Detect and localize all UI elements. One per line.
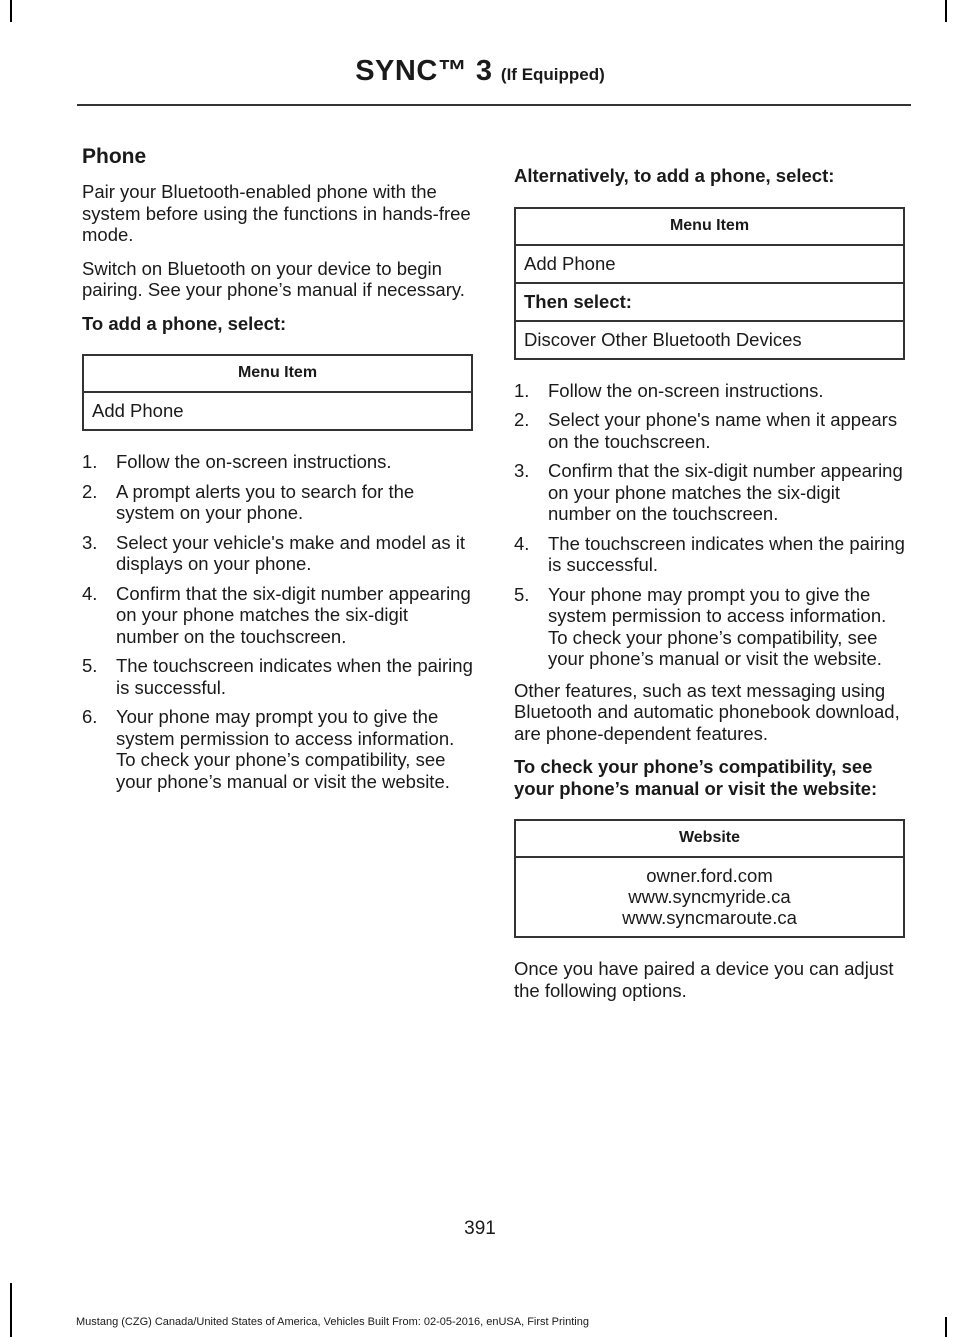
step-number: 2. <box>514 409 530 430</box>
step-number: 1. <box>514 379 530 401</box>
step-text: Follow the on-screen instructions. <box>116 451 392 472</box>
step-text: The touchscreen indicates when the pairing is successful. <box>548 532 905 575</box>
bluetooth-paragraph: Switch on Bluetooth on your device to begin pairing. See your phone’s manual if necessary. <box>82 257 465 300</box>
step-number: 4. <box>82 582 98 604</box>
list-item <box>514 533 906 576</box>
table-cell: Add Phone <box>515 245 904 283</box>
step-text: Your phone may prompt you to give the system permission to access information. To check your phone’s compatibility, see your phone’s manual or visit the website. <box>116 706 455 792</box>
crop-mark-bottom-left <box>10 1283 12 1337</box>
options-paragraph: Once you have paired a device you can adjust the following options. <box>514 958 894 1001</box>
list-item <box>82 481 474 524</box>
step-text: Select your phone's name when it appears on the touchscreen. <box>548 409 898 452</box>
list-item <box>82 583 474 648</box>
crop-mark-top-left <box>10 0 12 22</box>
list-item <box>82 532 474 575</box>
table-header: Website <box>515 820 904 857</box>
step-text: Confirm that the six-digit number appearing on your phone matches the six-digit number on the touchscreen. <box>116 582 471 647</box>
table-header: Menu Item <box>515 208 904 245</box>
website-link[interactable]: www.syncmaroute.ca <box>622 907 797 928</box>
footer-text: Mustang (CZG) Canada/United States of America, Vehicles Built From: 02-05-2016, enUSA, First Printing <box>76 1316 589 1328</box>
header-rule <box>77 104 911 106</box>
table-cell: Then select: <box>515 283 904 321</box>
website-link[interactable]: www.syncmyride.ca <box>628 886 791 907</box>
step-number: 1. <box>82 451 98 472</box>
table-cell <box>515 857 904 937</box>
table-cell: Add Phone <box>83 392 472 430</box>
step-number: 3. <box>82 531 98 553</box>
table-header: Menu Item <box>83 355 472 392</box>
crop-mark-bottom-right <box>945 1317 947 1337</box>
step-number: 5. <box>82 655 98 676</box>
list-item <box>82 706 474 792</box>
step-number: 4. <box>514 532 530 554</box>
menu-item-table <box>82 354 473 431</box>
website-table <box>514 819 905 938</box>
features-paragraph: Other features, such as text messaging using Bluetooth and automatic phonebook download, are phone-dependent features. <box>514 679 900 744</box>
list-item <box>82 451 474 473</box>
compatibility-lead: To check your phone’s compatibility, see your phone’s manual or visit the website: <box>514 756 878 799</box>
step-text: Select your vehicle's make and model as it displays on your phone. <box>116 531 466 574</box>
website-link[interactable]: owner.ford.com <box>646 865 773 886</box>
left-column <box>82 145 474 802</box>
add-phone-lead: To add a phone, select: <box>82 312 287 334</box>
step-text: The touchscreen indicates when the pairing is successful. <box>116 655 473 698</box>
crop-mark-top-right <box>945 0 947 22</box>
list-item <box>514 380 906 402</box>
step-text: Confirm that the six-digit number appearing on your phone matches the six-digit number on the touchscreen. <box>548 460 903 524</box>
step-number: 2. <box>82 480 98 502</box>
intro-paragraph: Pair your Bluetooth-enabled phone with the system before using the functions in hands-free mode. <box>82 181 471 245</box>
header-subtitle: (If Equipped) <box>500 65 605 84</box>
table-cell: Discover Other Bluetooth Devices <box>515 321 904 359</box>
step-text: Follow the on-screen instructions. <box>548 379 824 401</box>
list-item <box>514 409 906 452</box>
step-number: 6. <box>82 706 98 727</box>
section-heading: Phone <box>82 145 147 168</box>
page-header <box>0 55 960 88</box>
pairing-steps <box>82 451 474 792</box>
list-item <box>514 584 906 670</box>
alternative-lead: Alternatively, to add a phone, select: <box>514 165 835 186</box>
alternative-menu-table <box>514 207 905 360</box>
right-column <box>514 165 906 1013</box>
list-item <box>514 460 906 525</box>
header-title: SYNC™ 3 <box>355 55 493 87</box>
step-text: Your phone may prompt you to give the system permission to access information. To check your phone’s compatibility, see your phone’s manual or visit the website. <box>548 583 887 669</box>
step-text: A prompt alerts you to search for the system on your phone. <box>116 480 415 523</box>
list-item <box>82 655 474 698</box>
step-number: 3. <box>514 460 530 481</box>
alternative-steps <box>514 380 906 670</box>
step-number: 5. <box>514 583 530 605</box>
page-number: 391 <box>464 1218 496 1239</box>
